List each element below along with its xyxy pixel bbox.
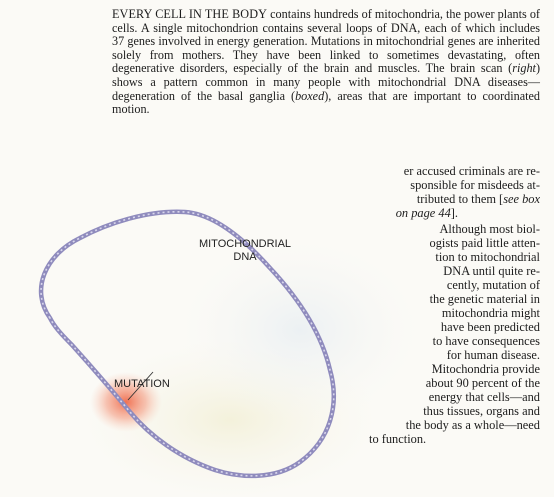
body-line: the genetic material in [429, 292, 540, 306]
caption-italic-right: right [512, 61, 536, 76]
body-line: for human disease. [446, 348, 540, 362]
label-mitochondrial-dna: MITOCHONDRIAL DNA [198, 238, 292, 263]
body-line: er accused criminals are re- [403, 164, 540, 178]
body-line: thus tissues, organs and [423, 404, 540, 418]
body-line: DNA until quite re- [443, 264, 540, 278]
caption-text-3: ), areas that are important to coordinated motion. [112, 88, 541, 117]
body-line: have been predicted [440, 320, 540, 334]
body-line: energy that cells—and [428, 390, 540, 404]
body-line: mitochondria might [441, 306, 540, 320]
caption-italic-boxed: boxed [295, 88, 325, 103]
body-line: sponsible for misdeeds at- [410, 178, 540, 192]
body-line: tributed to them [see box [416, 192, 540, 206]
body-line: to function. [369, 432, 427, 446]
caption-text-1: contains hundreds of mitochondria, the power plants of cells. A single mitochondrion contains several loops of DNA, each of which includes 37 genes involved in energy generation. Mutations in mitochondrial genes are inherited solely from mothers. They have been linked to sometimes devastating, often degenerative disorders, especially of the brain and muscles. The brain scan ( [112, 7, 540, 76]
label-mutation: MUTATION [114, 378, 170, 390]
body-line: on page 44]. [395, 206, 458, 220]
body-text-column [360, 0, 554, 497]
body-line: tion to mitochondrial [435, 250, 540, 264]
caption-lead: EVERY CELL IN THE BODY [112, 7, 268, 21]
body-line: about 90 percent of the [425, 376, 540, 390]
body-line: Although most biol- [439, 222, 540, 236]
body-line: cently, mutation of [446, 278, 540, 292]
caption-text-2: ) shows a pattern common in many people with mitochondrial DNA diseases—degeneration of the basal ganglia ( [112, 61, 540, 103]
body-line: ogists paid little atten- [429, 236, 540, 250]
body-line: Mitochondria provide [431, 362, 540, 376]
body-line: the body as a whole—need [405, 418, 540, 432]
body-line: to have consequences [432, 334, 540, 348]
